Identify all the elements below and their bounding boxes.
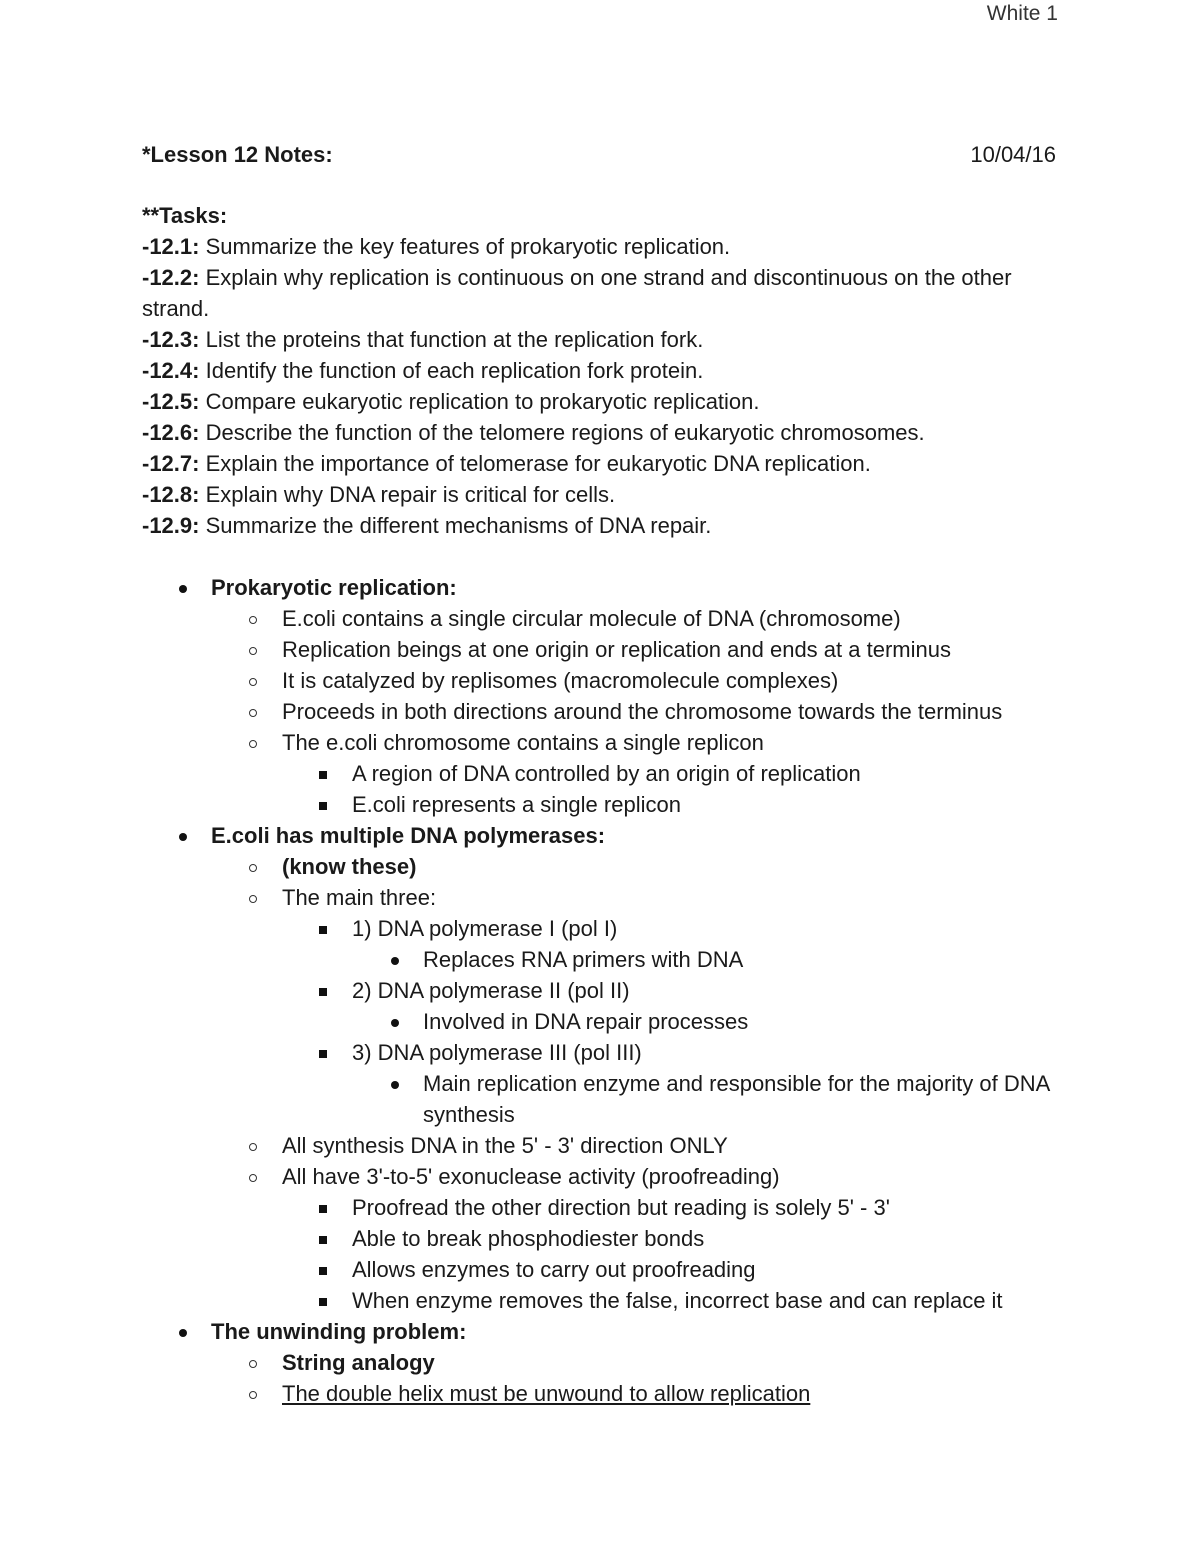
outline-item-text: Allows enzymes to carry out proofreading [352,1257,756,1282]
task-text: Compare eukaryotic replication to prokaryotic replication. [199,389,760,414]
hollow-bullet-icon [246,727,260,758]
outline-item-text: Proceeds in both directions around the chromosome towards the terminus [282,699,1003,724]
task-number: -12.9: [142,513,200,538]
hollow-bullet-icon [246,1130,260,1161]
outline-item [0,1378,1200,1409]
outline-item-text: 1) DNA polymerase I (pol I) [352,916,618,941]
task-number: -12.8: [142,482,200,507]
task-item [142,262,1032,324]
outline-item-text: All have 3'-to-5' exonuclease activity (proofreading) [282,1164,780,1189]
task-number: -12.7: [142,451,200,476]
outline-item-text: Replication beings at one origin or replication and ends at a terminus [282,637,951,662]
outline-heading [0,820,1200,851]
outline-subitem [0,1223,1200,1254]
outline-item [0,603,1200,634]
task-text: Explain why replication is continuous on one strand and discontinuous on the other strand. [142,265,1012,321]
task-number: -12.5: [142,389,200,414]
title-row [142,142,1056,173]
hollow-bullet-icon [246,634,260,665]
task-item [142,324,1032,355]
hollow-bullet-icon [246,1161,260,1192]
task-number: -12.4: [142,358,200,383]
notes-date: 10/04/16 [970,142,1056,167]
outline-item [0,665,1200,696]
outline-item-text: E.coli contains a single circular molecule of DNA (chromosome) [282,606,901,631]
square-bullet-icon [316,789,330,820]
heading-dna-polymerases: E.coli has multiple DNA polymerases: [211,823,606,848]
filled-bullet-icon [176,1316,190,1347]
outline-heading [0,572,1200,603]
outline-item [0,696,1200,727]
outline-heading [0,1316,1200,1347]
square-bullet-icon [316,913,330,944]
task-item [142,231,1032,262]
outline-item-text: 3) DNA polymerase III (pol III) [352,1040,642,1065]
page-header-name: White 1 [986,2,1058,25]
outline-subitem [0,1192,1200,1223]
outline-item-text: Main replication enzyme and responsible for the majority of DNA synthesis [423,1071,1050,1127]
square-bullet-icon [316,1223,330,1254]
hollow-bullet-icon [246,696,260,727]
outline-subitem [0,1254,1200,1285]
outline-item-text: Able to break phosphodiester bonds [352,1226,705,1251]
outline-item [0,1130,1200,1161]
hollow-bullet-icon [246,665,260,696]
task-text: Summarize the different mechanisms of DNA repair. [199,513,712,538]
outline-item-text: String analogy [282,1350,435,1375]
task-text: Describe the function of the telomere regions of eukaryotic chromosomes. [199,420,925,445]
outline-item [0,634,1200,665]
filled-bullet-icon [388,1068,402,1099]
task-text: Summarize the key features of prokaryotic replication. [199,234,731,259]
hollow-bullet-icon [246,1378,260,1409]
outline-item [0,851,1200,882]
outline-item-text: Replaces RNA primers with DNA [423,947,744,972]
square-bullet-icon [316,1037,330,1068]
heading-prokaryotic-replication: Prokaryotic replication: [211,575,457,600]
task-text: Explain why DNA repair is critical for cells. [199,482,616,507]
square-bullet-icon [316,758,330,789]
filled-bullet-icon [176,572,190,603]
outline-subitem [0,1285,1200,1316]
task-number: -12.6: [142,420,200,445]
hollow-bullet-icon [246,603,260,634]
hollow-bullet-icon [246,851,260,882]
outline-subsubitem [0,1068,1200,1130]
heading-unwinding-problem: The unwinding problem: [211,1319,467,1344]
outline-item-text: Proofread the other direction but reading is solely 5' - 3' [352,1195,890,1220]
task-item [142,355,1032,386]
task-item [142,386,1032,417]
outline-item-text: The double helix must be unwound to allow replication [282,1381,811,1406]
hollow-bullet-icon [246,882,260,913]
task-item [142,479,1032,510]
task-text: Identify the function of each replication fork protein. [199,358,704,383]
task-text: List the proteins that function at the replication fork. [199,327,704,352]
outline-item [0,1161,1200,1192]
page-title: *Lesson 12 Notes: [142,142,333,167]
outline-subitem [0,1037,1200,1068]
outline-subitem [0,789,1200,820]
tasks-heading: **Tasks: [142,203,228,228]
task-text: Explain the importance of telomerase for eukaryotic DNA replication. [199,451,871,476]
outline-subitem [0,975,1200,1006]
square-bullet-icon [316,1254,330,1285]
outline-item-text: A region of DNA controlled by an origin of replication [352,761,861,786]
outline-subsubitem [0,1006,1200,1037]
square-bullet-icon [316,1192,330,1223]
square-bullet-icon [316,1285,330,1316]
outline-item-text: The e.coli chromosome contains a single replicon [282,730,764,755]
outline-item-text: The main three: [282,885,437,910]
task-number: -12.3: [142,327,200,352]
outline-item-text: It is catalyzed by replisomes (macromolecule complexes) [282,668,839,693]
task-number: -12.2: [142,265,200,290]
notes-outline [0,572,1200,1409]
outline-item [0,727,1200,758]
outline-item [0,1347,1200,1378]
filled-bullet-icon [388,944,402,975]
task-number: -12.1: [142,234,200,259]
task-item [142,448,1032,479]
square-bullet-icon [316,975,330,1006]
outline-subitem [0,758,1200,789]
task-item [142,510,1032,541]
outline-item-text: E.coli represents a single replicon [352,792,681,817]
outline-item-text: 2) DNA polymerase II (pol II) [352,978,630,1003]
outline-item-text: Involved in DNA repair processes [423,1009,749,1034]
outline-subsubitem [0,944,1200,975]
outline-item-text: All synthesis DNA in the 5' - 3' direction ONLY [282,1133,728,1158]
task-item [142,417,1032,448]
outline-item-text: (know these) [282,854,417,879]
outline-item [0,882,1200,913]
filled-bullet-icon [176,820,190,851]
hollow-bullet-icon [246,1347,260,1378]
outline-subitem [0,913,1200,944]
tasks-section [142,200,1032,541]
outline-item-text: When enzyme removes the false, incorrect base and can replace it [352,1288,1003,1313]
filled-bullet-icon [388,1006,402,1037]
